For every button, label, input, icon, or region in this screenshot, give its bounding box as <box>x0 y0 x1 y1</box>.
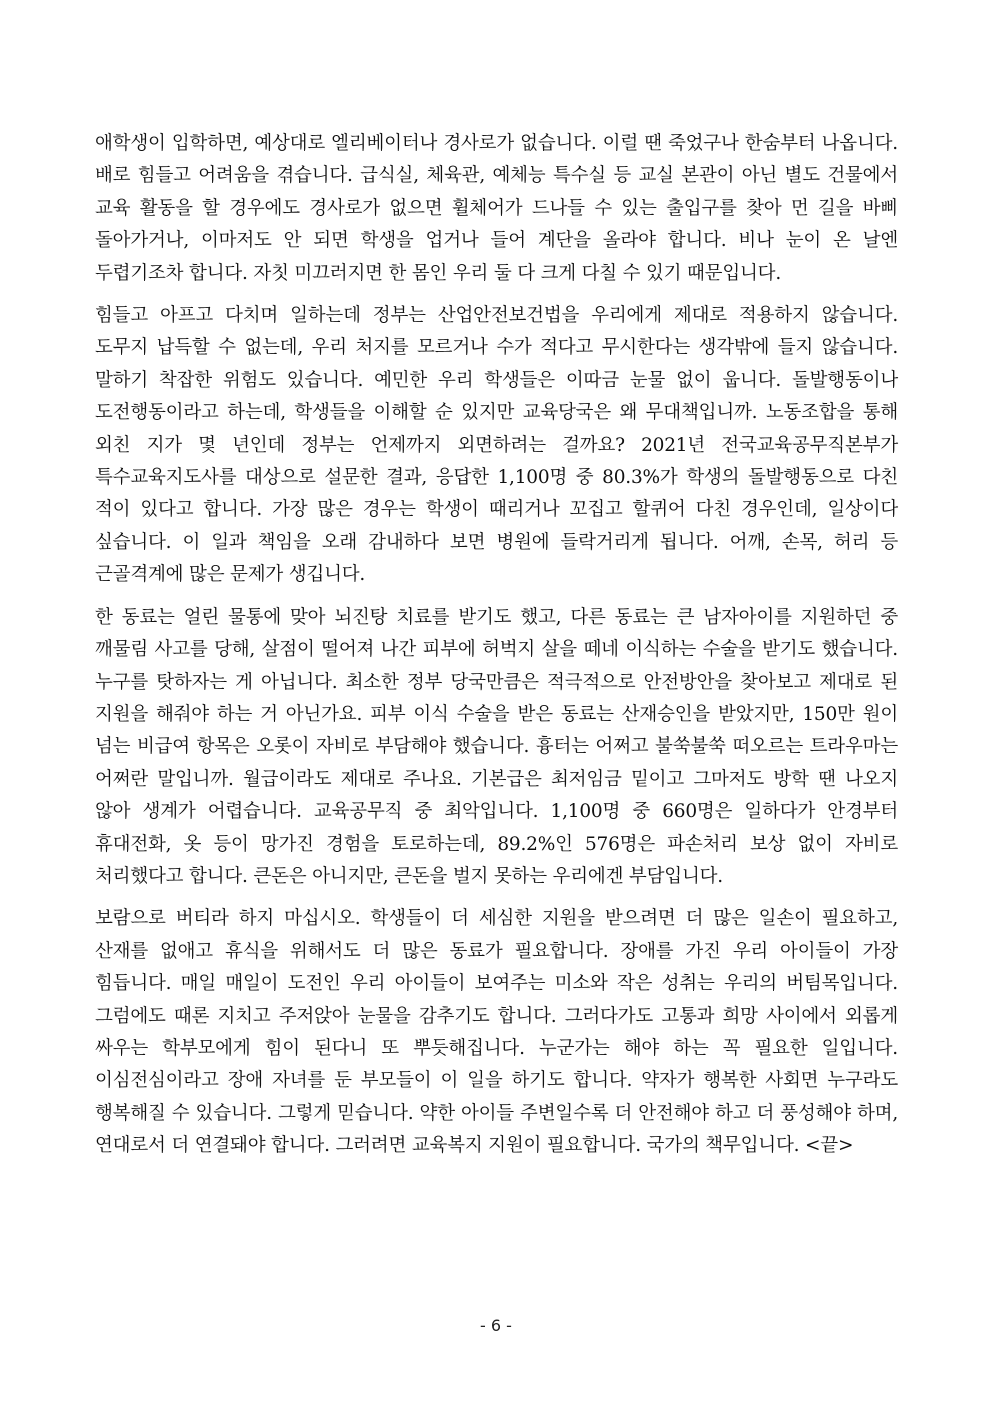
paragraph-2: 힘들고 아프고 다치며 일하는데 정부는 산업안전보건법을 우리에게 제대로 적용하지 않습니다. 도무지 납득할 수 없는데, 우리 처지를 모르거나 수가 적다고 무시한다는 생각밖에 들지 않습니다. 말하기 착잡한 위험도 있습니다. 예민한 우리 학생들은 이따금 눈물 없이 웁니다. 돌발행동이나 도전행동이라고 하는데, 학생들을 이해할 순 있지만 교육당국은 왜 무대책입니까. 노동조합을 통해 외친 지가 몇 년인데 정부는 언제까지 외면하려는 걸까요? 2021년 전국교육공무직본부가 특수교육지도사를 대상으로 설문한 결과, 응답한 1,100명 중 80.3%가 학생의 돌발행동으로 다친 적이 있다고 합니다. 가장 많은 경우는 학생이 때리거나 꼬집고 할퀴어 다친 경우인데, 일상이다 싶습니다. 이 일과 책임을 오래 감내하다 보면 병원에 들락거리게 됩니다. 어깨, 손목, 허리 등 근골격계에 많은 문제가 생깁니다. <box>95 305 898 586</box>
paragraph-3: 한 동료는 얼린 물통에 맞아 뇌진탕 치료를 받기도 했고, 다른 동료는 큰 남자아이를 지원하던 중 깨물림 사고를 당해, 살점이 떨어져 나간 피부에 허벅지 살을 떼네 이식하는 수술을 받기도 했습니다. 누구를 탓하자는 게 아닙니다. 최소한 정부 당국만큼은 적극적으로 안전방안을 찾아보고 제대로 된 지원을 해줘야 하는 거 아닌가요. 피부 이식 수술을 받은 동료는 산재승인을 받았지만, 150만 원이 넘는 비급여 항목은 오롯이 자비로 부담해야 했습니다. 흉터는 어쩌고 불쑥불쑥 떠오르는 트라우마는 어쩌란 말입니까. 월급이라도 제대로 주나요. 기본급은 최저임금 밑이고 그마저도 방학 땐 나오지 않아 생계가 어렵습니다. 교육공무직 중 최악입니다. 1,100명 중 660명은 일하다가 안경부터 휴대전화, 옷 등이 망가진 경험을 토로하는데, 89.2%인 576명은 파손처리 보상 없이 자비로 처리했다고 합니다. 큰돈은 아니지만, 큰돈을 벌지 못하는 우리에겐 부담입니다. <box>95 606 898 887</box>
paragraph-4: 보람으로 버티라 하지 마십시오. 학생들이 더 세심한 지원을 받으려면 더 많은 일손이 필요하고, 산재를 없애고 휴식을 위해서도 더 많은 동료가 필요합니다. 장애를 가진 우리 아이들이 가장 힘듭니다. 매일 매일이 도전인 우리 아이들이 보여주는 미소와 작은 성취는 우리의 버팀목입니다. 그럼에도 때론 지치고 주저앉아 눈물을 감추기도 합니다. 그러다가도 고통과 희망 사이에서 외롭게 싸우는 학부모에게 힘이 된다니 또 뿌듯해집니다. 누군가는 해야 하는 꼭 필요한 일입니다. 이심전심이라고 장애 자녀를 둔 부모들이 이 일을 하기도 합니다. 약자가 행복한 사회면 누구라도 행복해질 수 있습니다. 그렇게 믿습니다. 약한 아이들 주변일수록 더 안전해야 하고 더 풍성해야 하며, 연대로서 더 연결돼야 합니다. 그러려면 교육복지 지원이 필요합니다. 국가의 책무입니다. <끝> <box>95 908 898 1157</box>
page-number: - 6 - <box>480 1316 512 1335</box>
paragraph-1: 애학생이 입학하면, 예상대로 엘리베이터나 경사로가 없습니다. 이럴 땐 죽었구나 한숨부터 나옵니다. 배로 힘들고 어려움을 겪습니다. 급식실, 체육관, 예체능 특수실 등 교실 본관이 아닌 별도 건물에서 교육 활동을 할 경우에도 경사로가 없으면 휠체어가 드나들 수 있는 출입구를 찾아 먼 길을 바삐 돌아가거나, 이마저도 안 되면 학생을 업거나 들어 계단을 올라야 합니다. 비나 눈이 온 날엔 두렵기조차 합니다. 자칫 미끄러지면 한 몸인 우리 둘 다 크게 다칠 수 있기 때문입니다. <box>95 133 899 284</box>
document-body <box>95 128 898 1173</box>
